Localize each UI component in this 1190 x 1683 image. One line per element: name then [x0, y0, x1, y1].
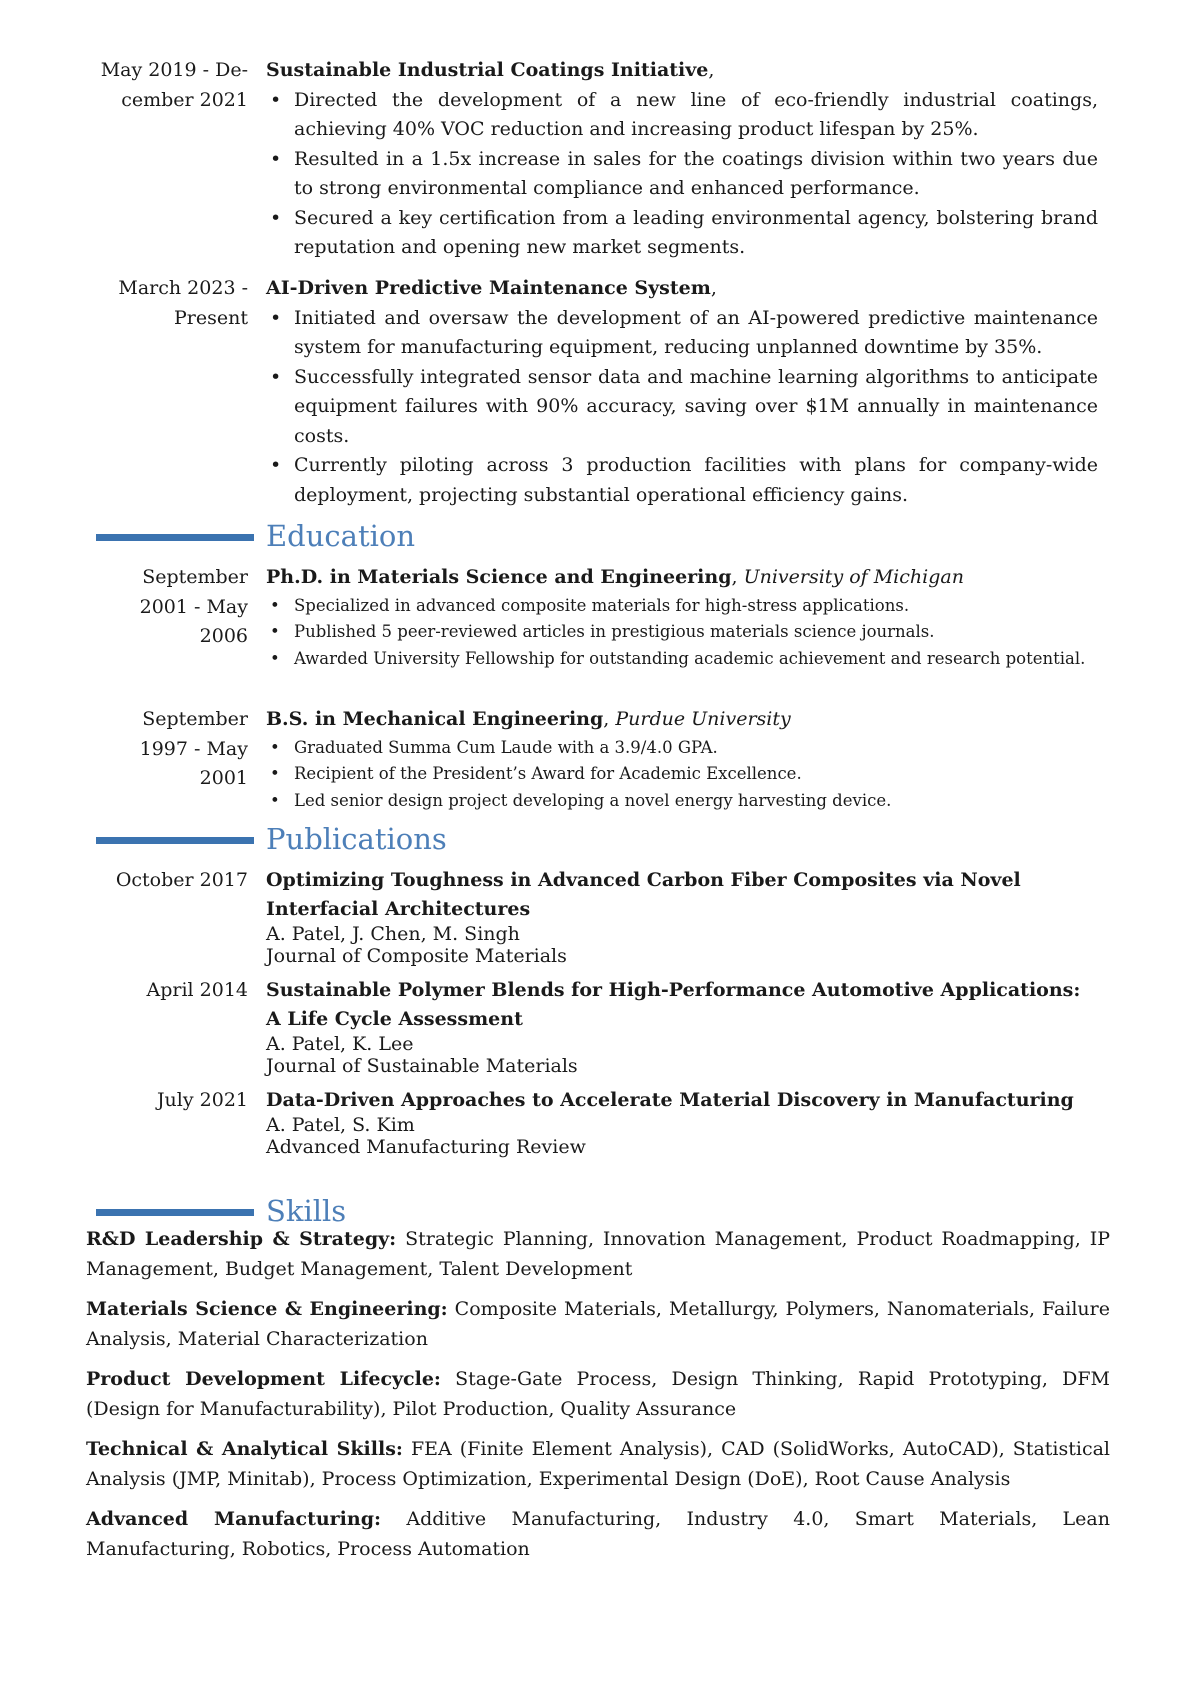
project-bullets — [266, 86, 1098, 263]
publication-date: July 2021 — [156, 1089, 248, 1111]
skill-group — [86, 1225, 1110, 1284]
publication-authors: A. Patel, K. Lee — [266, 1033, 414, 1055]
publication-venue: Journal of Sustainable Materials — [266, 1054, 578, 1077]
publication-date: October 2017 — [115, 869, 248, 891]
section-title: Education — [266, 519, 416, 553]
education-date: September 1997 - May 2001 — [139, 708, 248, 789]
publication-date: April 2014 — [146, 979, 248, 1001]
skill-items: Strategic Planning, Innovation Management, Product Roadmapping, IP Management, Budget Management, Talent Development — [86, 1228, 1110, 1280]
project-title: AI-Driven Predictive Maintenance System, — [266, 277, 717, 299]
bullet-item: • Initiated and oversaw the development of an AI-powered predictive maintenance system for manufacturing equipment, reducing unplanned downtime by 35%. — [266, 304, 1098, 363]
bullet-item: • Secured a key certification from a leading environmental agency, bolstering brand reputation and opening new market segments. — [266, 204, 1098, 263]
publication-venue: Journal of Composite Materials — [266, 944, 567, 967]
bullet-item: • Successfully integrated sensor data and machine learning algorithms to anticipate equipment failures with 90% accuracy, saving over $1M annually in maintenance costs. — [266, 363, 1098, 452]
skill-label: Materials Science & Engineering: — [86, 1298, 448, 1320]
bullet-item: • Resulted in a 1.5x increase in sales for the coatings division within two years due to strong environmental compliance and enhanced performance. — [266, 145, 1098, 204]
bullet-item: • Awarded University Fellowship for outstanding academic achievement and research potential. — [266, 646, 1098, 673]
section-accent-bar — [96, 837, 254, 844]
section-header-education — [96, 520, 996, 560]
bullet-item: • Currently piloting across 3 production facilities with plans for company-wide deployment, projecting substantial operational efficiency gains. — [266, 451, 1098, 510]
skill-group — [86, 1435, 1110, 1494]
skill-group — [86, 1295, 1110, 1354]
education-date: September 2001 - May 2006 — [139, 566, 248, 647]
section-accent-bar — [96, 1209, 254, 1216]
bullet-item: • Published 5 peer-reviewed articles in prestigious materials science journals. — [266, 619, 1098, 646]
bullet-item: • Graduated Summa Cum Laude with a 3.9/4.0 GPA. — [266, 735, 1098, 762]
skill-label: R&D Leadership & Strategy: — [86, 1228, 397, 1250]
publication-authors: A. Patel, S. Kim — [266, 1114, 415, 1136]
project-bullets — [266, 304, 1098, 511]
bullet-item: • Directed the development of a new line of eco-friendly industrial coatings, achieving 40% VOC reduction and increasing product lifespan by 25%. — [266, 86, 1098, 145]
publication-title: Optimizing Toughness in Advanced Carbon Fiber Composites via Novel Interfacial Architectures — [266, 869, 1021, 920]
project-date: May 2019 - De- cember 2021 — [100, 59, 248, 111]
skills-list — [86, 1225, 1110, 1575]
skill-group — [86, 1365, 1110, 1424]
skill-items: FEA (Finite Element Analysis), CAD (SolidWorks, AutoCAD), Statistical Analysis (JMP, Minitab), Process Optimization, Experimental Design (DoE), Root Cause Analysis — [86, 1438, 1111, 1490]
skill-label: Product Development Lifecycle: — [86, 1368, 441, 1390]
project-date: March 2023 - Present — [118, 277, 248, 329]
publication-authors: A. Patel, J. Chen, M. Singh — [266, 923, 520, 945]
publication-venue: Advanced Manufacturing Review — [266, 1135, 586, 1158]
school-name: University of Michigan — [743, 566, 964, 588]
education-bullets — [266, 593, 1098, 673]
skill-items: Stage-Gate Process, Design Thinking, Rapid Prototyping, DFM (Design for Manufacturability), Pilot Production, Quality Assurance — [86, 1368, 1110, 1420]
section-title: Skills — [266, 1194, 347, 1228]
degree-title: Ph.D. in Materials Science and Engineering, University of Michigan — [266, 566, 964, 588]
degree-title: B.S. in Mechanical Engineering, Purdue University — [266, 708, 791, 730]
skill-label: Advanced Manufacturing: — [86, 1508, 381, 1530]
skill-items: Composite Materials, Metallurgy, Polymers, Nanomaterials, Failure Analysis, Material Characterization — [86, 1298, 1110, 1350]
skill-group — [86, 1505, 1110, 1564]
section-accent-bar — [96, 534, 254, 541]
section-header-publications — [96, 823, 996, 863]
bullet-item: • Recipient of the President’s Award for Academic Excellence. — [266, 761, 1098, 788]
publication-title: Sustainable Polymer Blends for High-Performance Automotive Applications: A Life Cycle Assessment — [266, 979, 1081, 1030]
bullet-item: • Specialized in advanced composite materials for high-stress applications. — [266, 593, 1098, 620]
publication-title: Data-Driven Approaches to Accelerate Material Discovery in Manufacturing — [266, 1089, 1074, 1111]
section-title: Publications — [266, 822, 447, 856]
school-name: Purdue University — [615, 708, 791, 730]
skill-items: Additive Manufacturing, Industry 4.0, Smart Materials, Lean Manufacturing, Robotics, Process Automation — [86, 1508, 1110, 1560]
bullet-item: • Led senior design project developing a novel energy harvesting device. — [266, 788, 1098, 815]
education-bullets — [266, 735, 1098, 815]
project-title: Sustainable Industrial Coatings Initiative, — [266, 59, 715, 81]
skill-label: Technical & Analytical Skills: — [86, 1438, 403, 1460]
